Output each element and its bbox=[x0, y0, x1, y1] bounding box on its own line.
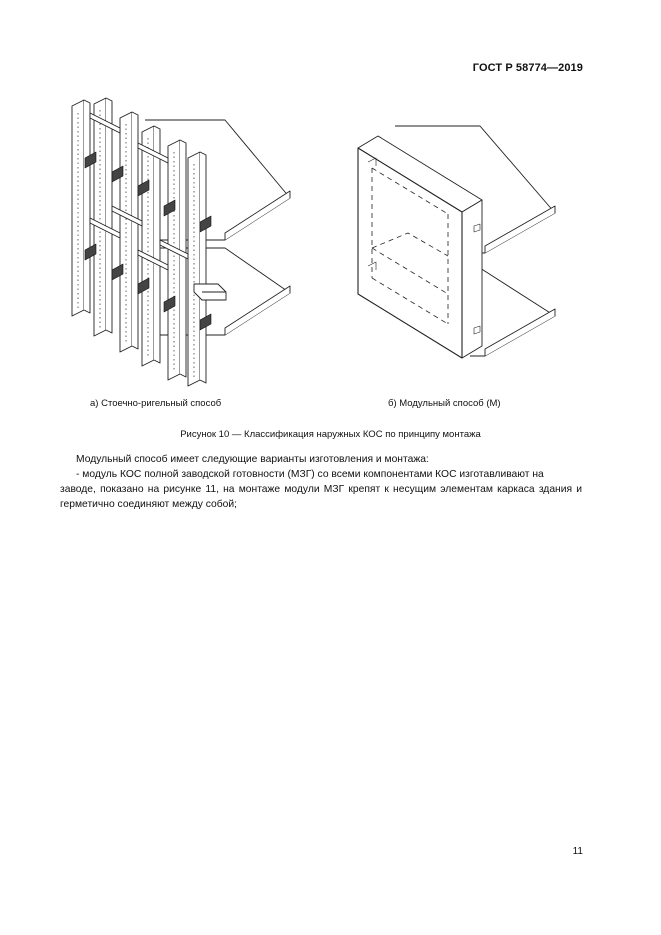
figure-caption-a: а) Стоечно-ригельный способ bbox=[90, 398, 222, 409]
modular-drawing bbox=[358, 126, 555, 358]
document-code: ГОСТ Р 58774—2019 bbox=[472, 62, 583, 74]
paragraph-list-item-line: - модуль КОС полной заводской готовности (МЗГ) со всеми компонентами КОС изготавливают на bbox=[76, 469, 544, 480]
page-number: 11 bbox=[572, 846, 583, 857]
paragraph-list-item-continuation: заводе, показано на рисунке 11, на монтаже модули МЗГ крепят к несущим элементам каркаса здания и герметично соединяют между собой; bbox=[60, 484, 582, 510]
figure-title: Рисунок 10 — Классификация наружных КОС по принципу монтажа bbox=[180, 429, 481, 440]
figure-illustration bbox=[50, 88, 610, 388]
stick-beam-drawing bbox=[72, 98, 290, 386]
figure-caption-b: б) Модульный способ (М) bbox=[388, 398, 501, 409]
paragraph: Модульный способ имеет следующие варианты изготовления и монтажа: bbox=[76, 454, 429, 465]
body-text bbox=[60, 452, 582, 512]
